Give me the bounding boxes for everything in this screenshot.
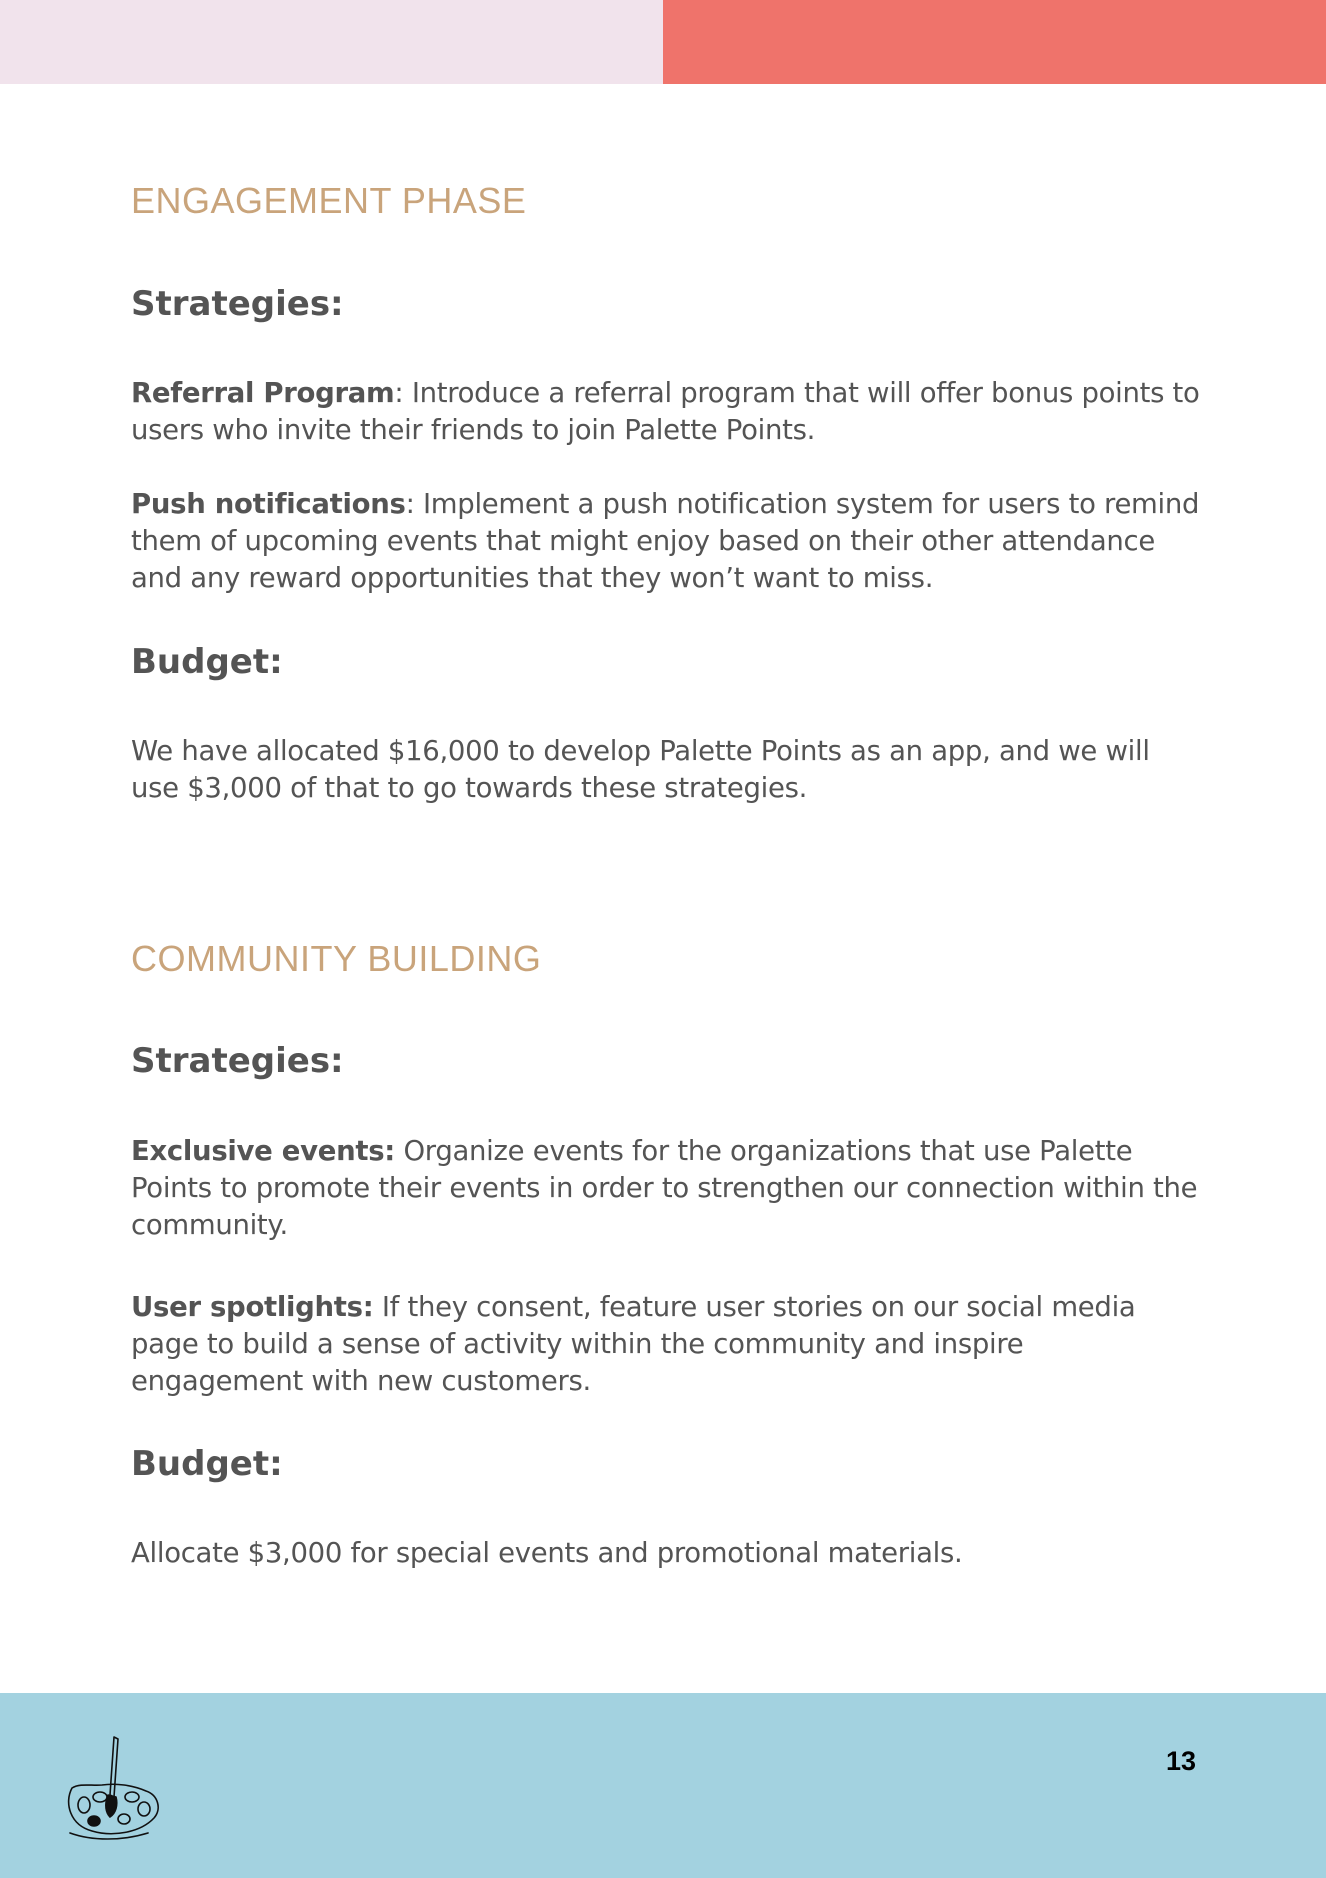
strategy-exclusive-events [131, 1133, 1201, 1244]
budget-heading: Budget: [131, 1444, 283, 1484]
strategy-push-notifications [131, 486, 1201, 597]
strategy-text: Organize events for the organizations that use Palette Points to promote their events in order to strengthen our connection within the community. [131, 1135, 1198, 1241]
strategy-name: Push notifications [131, 488, 406, 520]
top-left-color-bar [0, 0, 663, 84]
strategy-name: Exclusive events: [131, 1135, 395, 1167]
strategy-separator: : [394, 377, 412, 409]
strategy-user-spotlights [131, 1289, 1201, 1400]
strategies-heading: Strategies: [131, 1041, 344, 1081]
palette-paintbrush-icon [62, 1733, 162, 1843]
strategy-text: Implement a push notification system for users to remind them of upcoming events that might enjoy based on their other attendance and any reward opportunities that they won’t want to miss. [131, 488, 1200, 594]
budget-text: Allocate $3,000 for special events and promotional materials. [131, 1537, 963, 1569]
footer-bar [0, 1693, 1326, 1878]
budget-heading: Budget: [131, 642, 283, 682]
budget-text: We have allocated $16,000 to develop Palette Points as an app, and we will use $3,000 of that to go towards these strategies. [131, 735, 1150, 804]
strategy-referral-program [131, 375, 1201, 449]
section-title-community-building: COMMUNITY BUILDING [131, 938, 542, 979]
top-right-color-bar [663, 0, 1326, 84]
strategy-name: User spotlights: [131, 1291, 374, 1323]
strategy-text: Introduce a referral program that will offer bonus points to users who invite their friends to join Palette Points. [131, 377, 1200, 446]
section-title-engagement-phase: ENGAGEMENT PHASE [131, 180, 527, 221]
strategy-separator: : [405, 488, 423, 520]
strategy-text: If they consent, feature user stories on our social media page to build a sense of activity within the community and inspire engagement with new customers. [131, 1291, 1136, 1397]
page-number: 13 [1165, 1746, 1196, 1776]
strategy-separator [373, 1291, 381, 1323]
strategies-heading: Strategies: [131, 284, 344, 324]
strategy-name: Referral Program [131, 377, 395, 409]
